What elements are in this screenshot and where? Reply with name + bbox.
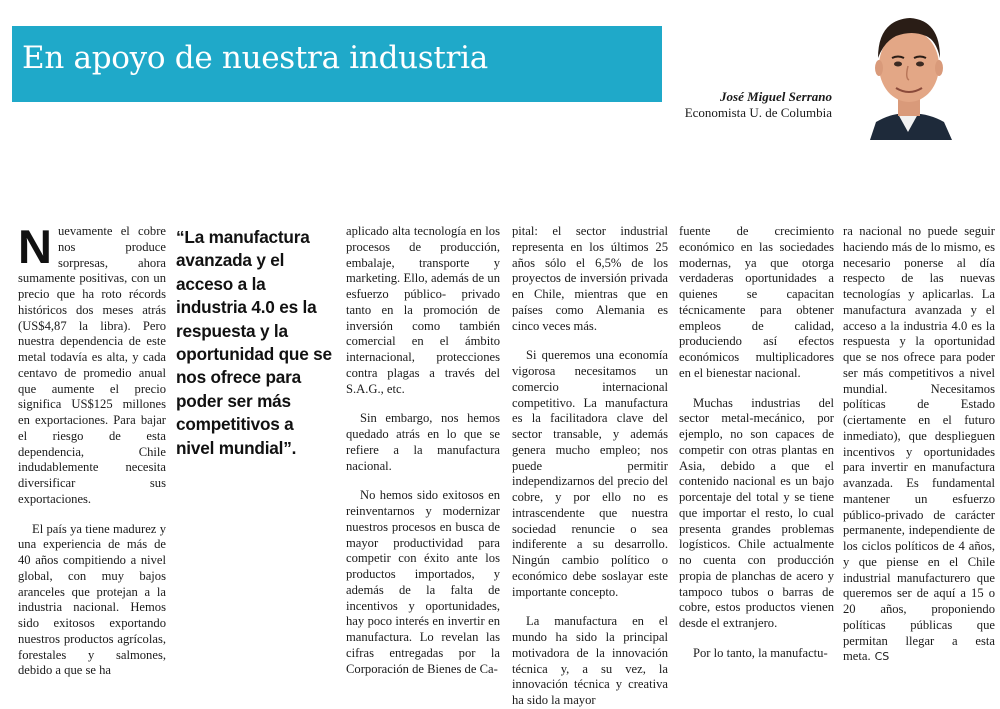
end-mark-icon: CS (874, 650, 890, 664)
article-paragraph: aplicado alta tecnología en los procesos de producción, embalaje, transporte y marketing. Ello, además de un esfuerzo público- privado tanto en la promoción de inversión como también comercial en el ámbito internacional, protecciones contra plagas a través del S.A.G., etc. (346, 224, 500, 396)
author-portrait-icon (848, 0, 968, 140)
article-paragraph: pital: el sector industrial representa en los últimos 25 años sólo el 6,5% de los proyectos de inversión privada en Chile, mientras que en países como Alemania es cinco veces más. (512, 224, 668, 333)
article-paragraph: No hemos sido exitosos en reinventarnos y modernizar nuestros procesos en busca de mayor productividad para competir con éxito ante los productos importados, y además de la falta de incentivos y oportunidades, hay poco interés en invertir en manufactura. Lo revelan las cifras entregadas por la Corporación de Bienes de Ca- (346, 488, 500, 676)
article-column-5 (679, 224, 834, 660)
article-column-4 (512, 224, 668, 707)
byline (572, 89, 832, 121)
article-paragraph: fuente de crecimiento económico en las sociedades modernas, ya que otorga verdaderas oportunidades a quienes se capacitan técnicamente para obtener empleos de calidad, produciendo así efectos económicos multiplicadores en el bienestar nacional. (679, 224, 834, 380)
article-paragraph: El país ya tiene madurez y una experiencia de más de 40 años compitiendo a nivel global, con muy bajos aranceles que protejan a la industria nacional. Hemos sido exitosos exportando nuestros productos agrícolas, forestales y salmones, debido a que se ha (18, 521, 166, 678)
article-paragraph: Sin embargo, nos hemos quedado atrás en lo que se refiere a la manufactura nacional. (346, 411, 500, 473)
author-name: José Miguel Serrano (720, 89, 832, 104)
author-role: Economista U. de Columbia (684, 105, 832, 120)
article-paragraph: Muchas industrias del sector metal-mecánico, por ejemplo, no son capaces de competir con otras plantas en Asia, debido a que el contenido nacional es un bajo porcentaje del total y se tiene que importar el resto, lo cual presenta grandes problemas logísticos. Chile actualmente no cuenta con producción propia de planchas de acero y tampoco tubos o barras de cobre, estos productos vienen desde el extranjero. (679, 395, 834, 630)
article-paragraph: uevamente el cobre nos produce sorpresas, ahora sumamente positivas, con un precio que ha roto récords históricos dos meses atrás (US$4,87 la libra). Pero nuestra dependencia de este metal todavía es alta, y cada centavo de promedio anual que aumente el precio significa US$125 millones en exportaciones. Para bajar el riesgo de esta dependencia, Chile indudablemente necesita diversificar sus exportaciones. (18, 224, 166, 506)
title-banner (12, 26, 662, 102)
article-paragraph: La manufactura en el mundo ha sido la principal motivadora de la innovación técnica y, a su vez, la innovación técnica y creativa ha sido la mayor (512, 614, 668, 707)
page-title: En apoyo de nuestra industria (22, 40, 488, 76)
article-paragraph-text: ra nacional no puede seguir haciendo más de lo mismo, es necesario ponerse al día respecto de las nuevas tecnologías y aplicarlas. La manufactura avanzada y el acceso a la industria 4.0 es la respuesta y la oportunidad que se nos ofrece para poder ser más competitivos a nivel mundial. Necesitamos políticas de Estado (ciertamente en el futuro inmediato), que desplieguen incentivos y oportunidades para invertir en manufactura avanzada. Es fundamental mantener un esfuerzo público-privado de carácter permanente, independiente de los ciclos políticos de 4 años, y que piense en el Chile industrial manufacturero que queremos ser de aquí a 15 o 20 años, proponiendo políticas públicas que permitan llegar a esta meta. (843, 224, 995, 664)
pull-quote: “La manufactura avanzada y el acceso a la industria 4.0 es la respuesta y la oportunidad que se nos ofrece para poder ser más competitivos a nivel mundial”. (176, 227, 332, 458)
article-column-1 (18, 220, 166, 678)
article-paragraph: Si queremos una economía vigorosa necesitamos un comercio internacional competitivo. La manufactura es la facilitadora clave del sector transable, y además genera mucho empleo; nos puede permitir independizarnos del precio del cobre, y por ello no es intrascendente que nuestra sociedad renuncie o sea indiferente a su desarrollo. Ningún cambio político o económico debe soslayar este importante concepto. (512, 348, 668, 599)
article-paragraph (843, 224, 995, 665)
author-photo (848, 0, 968, 140)
article-paragraph: Por lo tanto, la manufactu- (693, 645, 828, 660)
article-column-6 (843, 224, 995, 664)
article-column-3 (346, 224, 500, 676)
drop-cap: N (18, 220, 52, 273)
